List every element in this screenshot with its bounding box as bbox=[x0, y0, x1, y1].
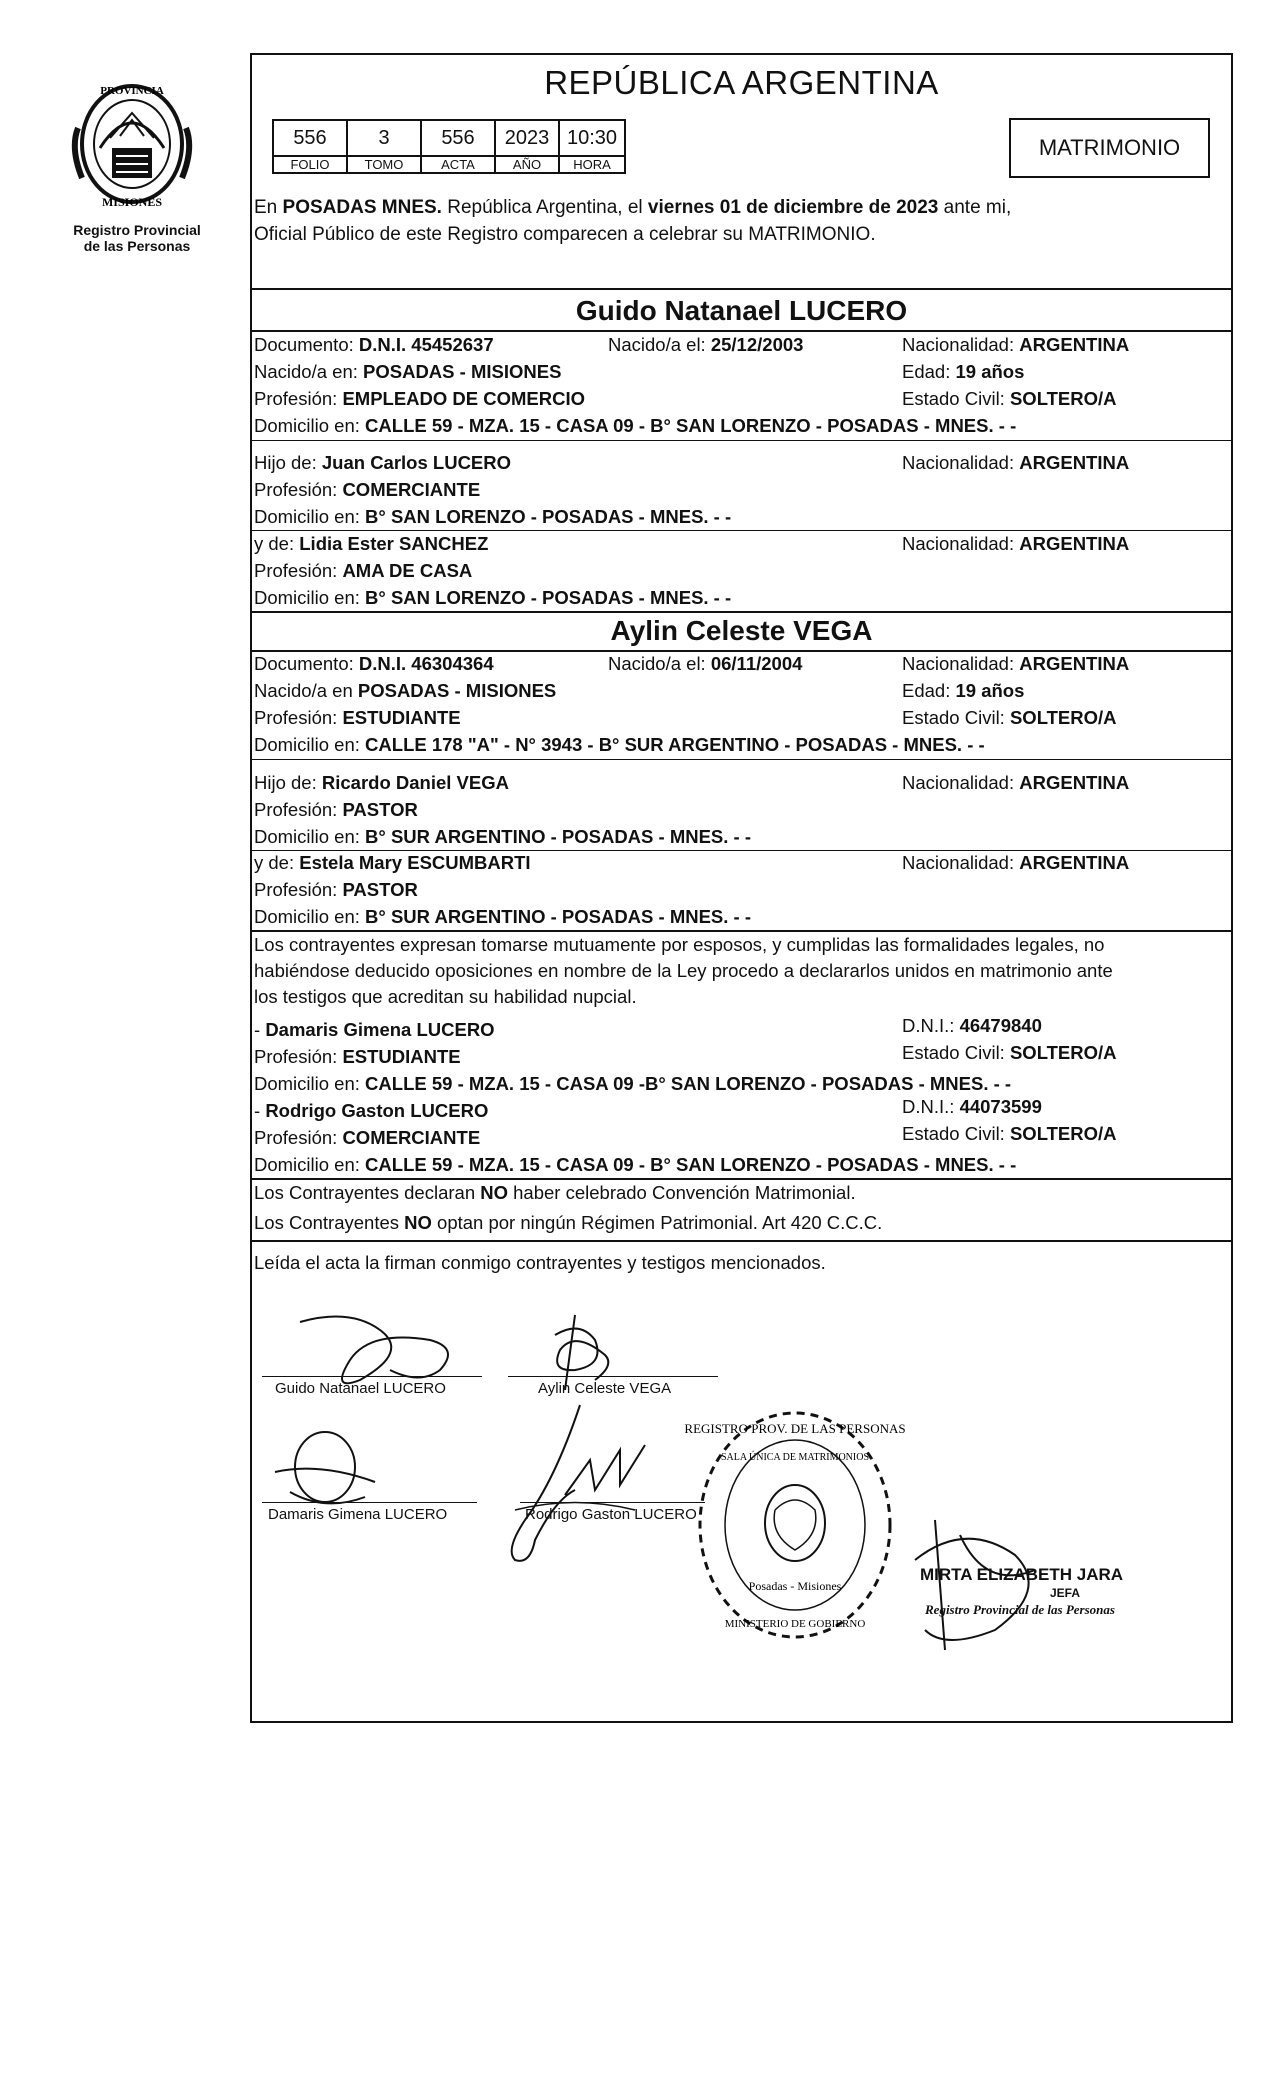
seal-top-text: PROVINCIA bbox=[100, 85, 164, 97]
groom-mother-nationality: Nacionalidad: ARGENTINA bbox=[902, 533, 1130, 554]
record-metadata-table bbox=[272, 119, 626, 174]
divider bbox=[250, 288, 1233, 290]
groom-father: Hijo de: Juan Carlos LUCERO bbox=[254, 452, 512, 473]
convention-line-2: Los Contrayentes NO optan por ningún Régimen Patrimonial. Art 420 C.C.C. bbox=[254, 1212, 883, 1233]
bride-signature-line bbox=[508, 1376, 718, 1377]
witness2-signature bbox=[495, 1400, 695, 1570]
seal-bottom-text: MISIONES bbox=[101, 195, 163, 209]
official-office: Registro Provincial de las Personas bbox=[925, 1602, 1115, 1617]
bride-father: Hijo de: Ricardo Daniel VEGA bbox=[254, 772, 509, 793]
bride-father-nationality: Nacionalidad: ARGENTINA bbox=[902, 772, 1130, 793]
bride-mother-nationality: Nacionalidad: ARGENTINA bbox=[902, 852, 1130, 873]
stamp-ministry: MINISTERIO DE GOBIERNO bbox=[724, 1618, 866, 1630]
bride-document: Documento: D.N.I. 46304364 bbox=[254, 653, 494, 674]
groom-birth-place: Nacido/a en: POSADAS - MISIONES bbox=[254, 361, 562, 382]
registry-name-line1: Registro Provincial bbox=[73, 222, 201, 238]
witness1-profession: Profesión: ESTUDIANTE bbox=[254, 1046, 461, 1067]
tomo-value: 3 bbox=[347, 120, 421, 156]
official-role: JEFA bbox=[1050, 1586, 1081, 1600]
bride-mother-address: Domicilio en: B° SUR ARGENTINO - POSADAS - MNES. - - bbox=[254, 906, 752, 927]
groom-document: Documento: D.N.I. 45452637 bbox=[254, 334, 494, 355]
witness1-signature-label: Damaris Gimena LUCERO bbox=[268, 1506, 448, 1523]
acta-label: ACTA bbox=[421, 156, 495, 173]
bride-address: Domicilio en: CALLE 178 "A" - N° 3943 - B° SUR ARGENTINO - POSADAS - MNES. - - bbox=[254, 734, 985, 755]
bride-father-profession: Profesión: PASTOR bbox=[254, 799, 418, 820]
witness2-address: Domicilio en: CALLE 59 - MZA. 15 - CASA 09 - B° SAN LORENZO - POSADAS - MNES. - - bbox=[254, 1154, 1017, 1175]
bride-father-address: Domicilio en: B° SUR ARGENTINO - POSADAS - MNES. - - bbox=[254, 826, 752, 847]
witness1-address: Domicilio en: CALLE 59 - MZA. 15 - CASA 09 -B° SAN LORENZO - POSADAS - MNES. - - bbox=[254, 1073, 1012, 1094]
witness1-name: - Damaris Gimena LUCERO bbox=[254, 1019, 495, 1040]
bride-signature-label: Aylin Celeste VEGA bbox=[538, 1380, 672, 1397]
groom-father-profession: Profesión: COMERCIANTE bbox=[254, 479, 481, 500]
witness1-signature-line bbox=[262, 1502, 477, 1503]
declaration-line-1: Los contrayentes expresan tomarse mutuamente por esposos, y cumplidas las formalidades legales, no bbox=[254, 934, 1105, 955]
intro-line-1: En POSADAS MNES. República Argentina, el viernes 01 de diciembre de 2023 ante mi, bbox=[254, 197, 1012, 218]
stamp-city: Posadas - Misiones bbox=[748, 1579, 842, 1593]
groom-father-address: Domicilio en: B° SAN LORENZO - POSADAS - MNES. - - bbox=[254, 506, 732, 527]
divider bbox=[250, 611, 1233, 613]
year-label: AÑO bbox=[495, 156, 559, 173]
witness1-civil-status: Estado Civil: SOLTERO/A bbox=[902, 1042, 1117, 1063]
groom-signature-line bbox=[262, 1376, 482, 1377]
document-title: REPÚBLICA ARGENTINA bbox=[544, 64, 939, 101]
groom-civil-status: Estado Civil: SOLTERO/A bbox=[902, 388, 1117, 409]
witness2-signature-label: Rodrigo Gaston LUCERO bbox=[525, 1506, 697, 1523]
acta-value: 556 bbox=[421, 120, 495, 156]
closing-text: Leída el acta la firman conmigo contrayentes y testigos mencionados. bbox=[254, 1252, 826, 1273]
witness2-civil-status: Estado Civil: SOLTERO/A bbox=[902, 1123, 1117, 1144]
groom-birth-date: Nacido/a el: 25/12/2003 bbox=[608, 334, 804, 355]
witness2-signature-line bbox=[520, 1502, 705, 1503]
document-type-box: MATRIMONIO bbox=[1009, 118, 1210, 178]
stamp-ring-text: REGISTRO PROV. DE LAS PERSONAS bbox=[684, 1421, 906, 1436]
groom-address: Domicilio en: CALLE 59 - MZA. 15 - CASA 09 - B° SAN LORENZO - POSADAS - MNES. - - bbox=[254, 415, 1017, 436]
declaration-line-2: habiéndose deducido oposiciones en nombre de la Ley procedo a declararlos unidos en matrimonio ante bbox=[254, 960, 1113, 981]
divider bbox=[250, 440, 1233, 441]
hour-label: HORA bbox=[559, 156, 625, 173]
groom-nationality: Nacionalidad: ARGENTINA bbox=[902, 334, 1130, 355]
groom-father-nationality: Nacionalidad: ARGENTINA bbox=[902, 452, 1130, 473]
bride-mother: y de: Estela Mary ESCUMBARTI bbox=[254, 852, 531, 873]
witness1-dni: D.N.I.: 46479840 bbox=[902, 1015, 1042, 1036]
folio-value: 556 bbox=[273, 120, 347, 156]
groom-profession: Profesión: EMPLEADO DE COMERCIO bbox=[254, 388, 586, 409]
year-value: 2023 bbox=[495, 120, 559, 156]
official-stamp bbox=[684, 1405, 906, 1645]
groom-signature bbox=[290, 1310, 470, 1390]
registry-seal-logo bbox=[70, 78, 195, 213]
bride-profession: Profesión: ESTUDIANTE bbox=[254, 707, 461, 728]
convention-line-1: Los Contrayentes declaran NO haber celebrado Convención Matrimonial. bbox=[254, 1182, 856, 1203]
bride-age: Edad: 19 años bbox=[902, 680, 1025, 701]
groom-signature-label: Guido Natanael LUCERO bbox=[275, 1380, 446, 1397]
groom-name-heading: Guido Natanael LUCERO bbox=[575, 295, 908, 326]
groom-mother-profession: Profesión: AMA DE CASA bbox=[254, 560, 473, 581]
divider bbox=[250, 759, 1233, 760]
groom-age: Edad: 19 años bbox=[902, 361, 1025, 382]
official-name: MIRTA ELIZABETH JARA bbox=[920, 1565, 1124, 1584]
tomo-label: TOMO bbox=[347, 156, 421, 173]
bride-civil-status: Estado Civil: SOLTERO/A bbox=[902, 707, 1117, 728]
witness2-profession: Profesión: COMERCIANTE bbox=[254, 1127, 481, 1148]
witness2-dni: D.N.I.: 44073599 bbox=[902, 1096, 1042, 1117]
bride-nationality: Nacionalidad: ARGENTINA bbox=[902, 653, 1130, 674]
declaration-line-3: los testigos que acreditan su habilidad nupcial. bbox=[254, 986, 637, 1007]
folio-label: FOLIO bbox=[273, 156, 347, 173]
bride-mother-profession: Profesión: PASTOR bbox=[254, 879, 418, 900]
registry-name-line2: de las Personas bbox=[83, 238, 191, 254]
bride-name-heading: Aylin Celeste VEGA bbox=[610, 615, 873, 646]
registry-name bbox=[52, 222, 222, 254]
groom-mother-address: Domicilio en: B° SAN LORENZO - POSADAS - MNES. - - bbox=[254, 587, 732, 608]
divider bbox=[250, 1240, 1233, 1242]
bride-birth-place: Nacido/a en POSADAS - MISIONES bbox=[254, 680, 557, 701]
intro-line-2: Oficial Público de este Registro comparecen a celebrar su MATRIMONIO. bbox=[254, 224, 876, 245]
stamp-inner-text: SALA ÚNICA DE MATRIMONIOS bbox=[720, 1452, 870, 1463]
bride-birth-date: Nacido/a el: 06/11/2004 bbox=[608, 653, 803, 674]
hour-value: 10:30 bbox=[559, 120, 625, 156]
witness2-name: - Rodrigo Gaston LUCERO bbox=[254, 1100, 489, 1121]
groom-mother: y de: Lidia Ester SANCHEZ bbox=[254, 533, 489, 554]
